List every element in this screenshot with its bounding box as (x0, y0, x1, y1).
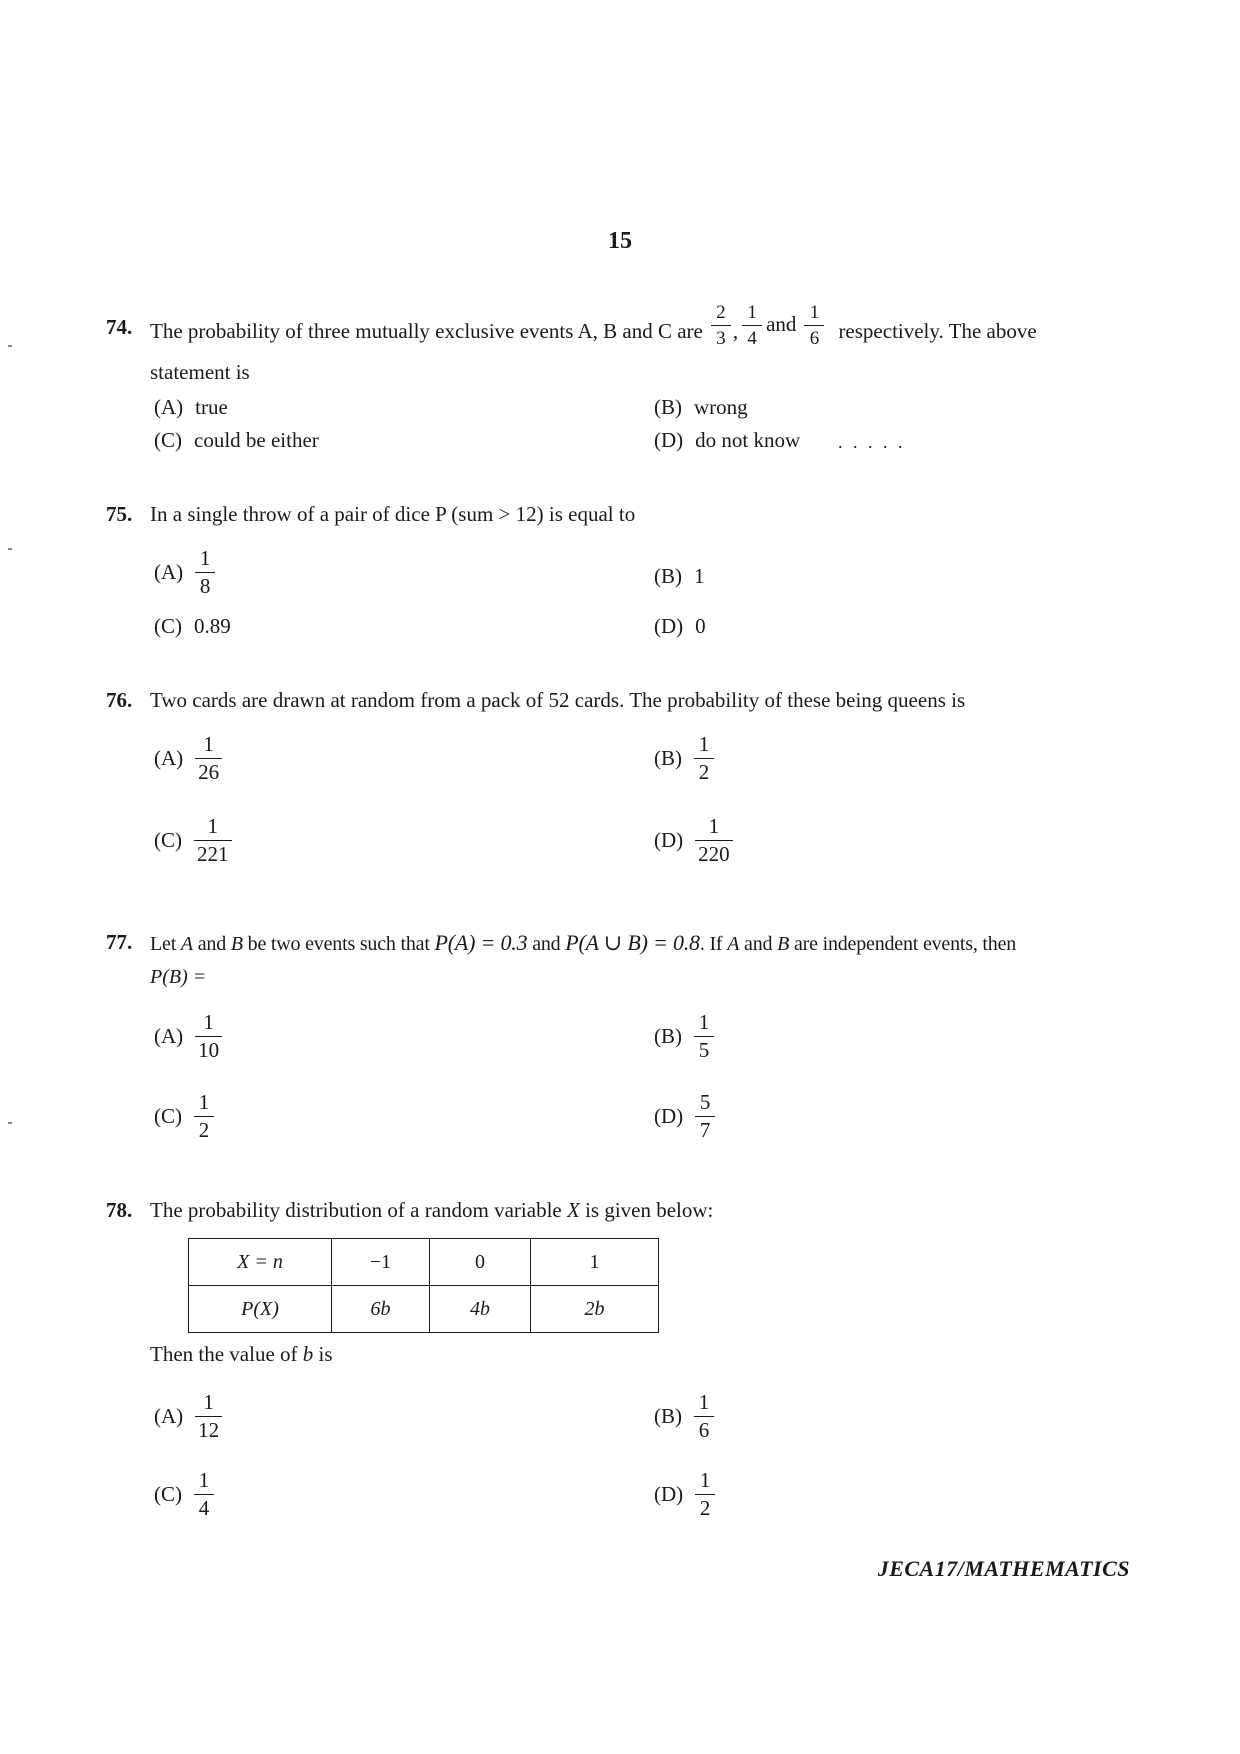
table-cell: 0 (430, 1239, 531, 1286)
question-78-then-text: Then the value of b is (150, 1342, 333, 1366)
option-c: (C) $\frac{1}{221}$ (154, 816, 232, 865)
fraction: $\frac{1}{2}$ (695, 1470, 715, 1519)
option-a: (A) true (154, 395, 228, 419)
option-d: (D) 0 (654, 614, 706, 638)
option-d: (D) do not know (654, 428, 801, 452)
question-number: 76. (106, 688, 133, 712)
table-cell: P(X) (189, 1286, 332, 1333)
question-74-text: The probability of three mutually exclusive events A, B and C are $\frac{2}{3}$ , $\frac{1}{4}$ and $\frac{1}{6}$ respectively. The above (150, 302, 1037, 349)
page-number: 15 (608, 228, 632, 254)
option-b: (B) $\frac{1}{2}$ (654, 734, 714, 783)
option-d: (D) $\frac{1}{220}$ (654, 816, 733, 865)
option-c: (C) $\frac{1}{2}$ (154, 1092, 214, 1141)
question-text: Two cards are drawn at random from a pack of 52 cards. The probability of these being queens is (150, 688, 966, 712)
fraction: $\frac{1}{4}$ (742, 303, 762, 348)
footer-code: JECA17/MATHEMATICS (877, 1556, 1130, 1581)
scan-speck (8, 1122, 12, 1124)
question-text: In a single throw of a pair of dice P (sum > 12) is equal to (150, 502, 636, 526)
probability-distribution-table (188, 1238, 659, 1333)
fraction: $\frac{1}{10}$ (195, 1012, 222, 1061)
fraction: $\frac{1}{12}$ (195, 1392, 222, 1441)
question-77-text: Let A and B be two events such that P(A) = 0.3 and P(A ∪ B) = 0.8. If A and B are independent events, then (150, 930, 1017, 955)
fraction: $\frac{1}{5}$ (694, 1012, 714, 1061)
fraction: $\frac{1}{8}$ (195, 548, 215, 597)
fraction: $\frac{5}{7}$ (695, 1092, 715, 1141)
fraction: $\frac{1}{220}$ (695, 816, 733, 865)
table-cell: 4b (430, 1286, 531, 1333)
math-expression: P(A) = 0.3 (434, 930, 528, 955)
fraction: $\frac{1}{26}$ (195, 734, 222, 783)
question-number: 75. (106, 502, 133, 526)
table-cell: X = n (189, 1239, 332, 1286)
option-b: (B) 1 (654, 564, 705, 588)
option-d: (D) $\frac{5}{7}$ (654, 1092, 715, 1141)
table-cell: 2b (531, 1286, 659, 1333)
option-c: (C) 0.89 (154, 614, 231, 638)
question-78-text: The probability distribution of a random variable X is given below: (150, 1198, 714, 1222)
fraction: $\frac{2}{3}$ (711, 303, 731, 348)
table-row (189, 1286, 659, 1333)
table-cell: −1 (332, 1239, 430, 1286)
option-b: (B) $\frac{1}{5}$ (654, 1012, 714, 1061)
option-c: (C) $\frac{1}{4}$ (154, 1470, 214, 1519)
math-expression: P(A ∪ B) = 0.8 (565, 930, 700, 955)
handwritten-dots: . . . . . (838, 432, 906, 452)
question-text: P(B) = (150, 966, 207, 988)
option-b: (B) $\frac{1}{6}$ (654, 1392, 714, 1441)
option-a: (A) $\frac{1}{26}$ (154, 734, 222, 783)
option-a: (A) $\frac{1}{8}$ (154, 548, 215, 597)
fraction: $\frac{1}{2}$ (694, 734, 714, 783)
option-a: (A) $\frac{1}{10}$ (154, 1012, 222, 1061)
table-cell: 6b (332, 1286, 430, 1333)
fraction: $\frac{1}{2}$ (194, 1092, 214, 1141)
fraction: $\frac{1}{221}$ (194, 816, 232, 865)
table-cell: 1 (531, 1239, 659, 1286)
option-b: (B) wrong (654, 395, 748, 419)
question-text: statement is (150, 360, 250, 384)
option-d: (D) $\frac{1}{2}$ (654, 1470, 715, 1519)
fraction: $\frac{1}{6}$ (804, 303, 824, 348)
fraction: $\frac{1}{4}$ (194, 1470, 214, 1519)
question-text: The probability of three mutually exclusive events A, B and C are (150, 319, 703, 343)
scan-speck (8, 345, 12, 347)
question-number: 78. (106, 1198, 133, 1222)
option-c: (C) could be either (154, 428, 319, 452)
scan-speck (8, 548, 12, 550)
table-row (189, 1239, 659, 1286)
option-a: (A) $\frac{1}{12}$ (154, 1392, 222, 1441)
fraction: $\frac{1}{6}$ (694, 1392, 714, 1441)
question-number: 74. (106, 315, 133, 339)
question-number: 77. (106, 930, 133, 954)
